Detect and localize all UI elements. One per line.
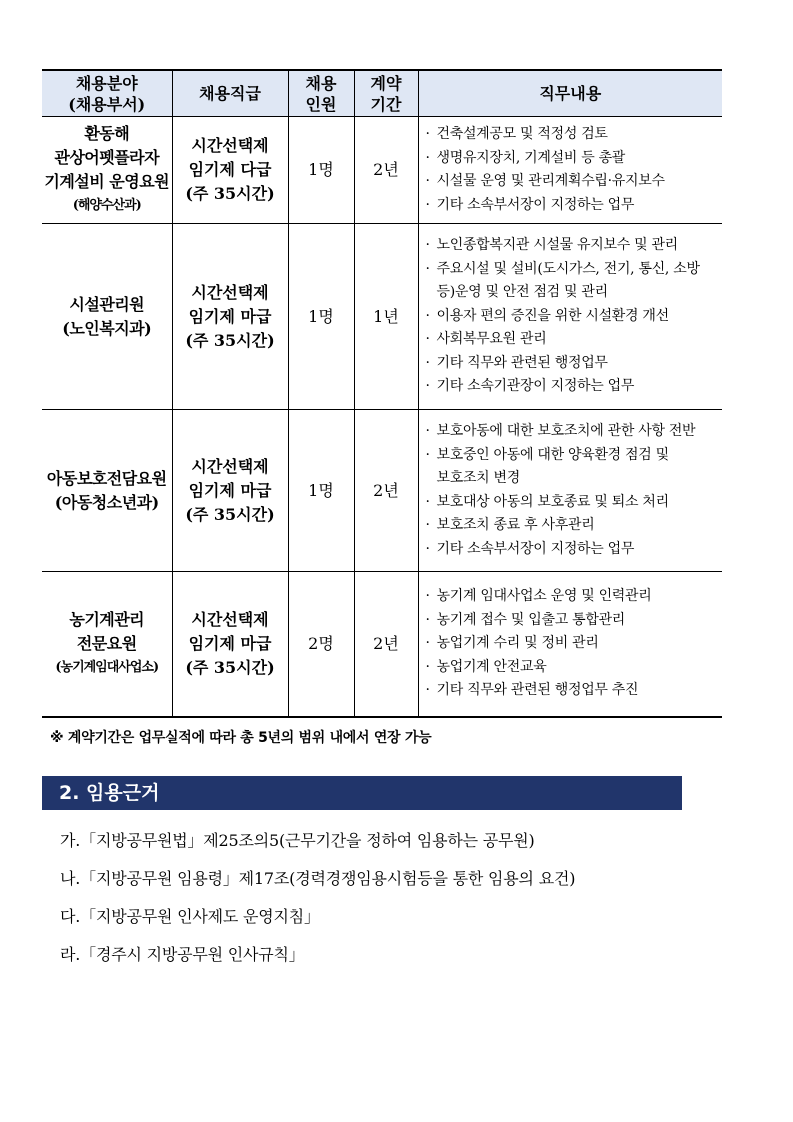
duties-cell xyxy=(418,572,722,717)
duties-cell xyxy=(418,410,722,572)
field-line: 기계설비 운영요원 xyxy=(44,172,170,191)
table-row xyxy=(42,117,722,224)
header-period-line2: 기간 xyxy=(370,94,402,114)
grade-line: (주 35시간) xyxy=(185,504,275,524)
grade-line: 시간선택제 xyxy=(191,456,269,476)
grade-line: 임기제 마급 xyxy=(188,633,272,653)
duty-item: · 기타 소속기관장이 지정하는 업무 xyxy=(425,375,719,399)
field-cell xyxy=(42,572,172,717)
header-grade: 채용직급 xyxy=(172,70,288,117)
duty-item: · 기타 소속부서장이 지정하는 업무 xyxy=(425,194,719,218)
grade-line: (주 35시간) xyxy=(185,330,275,350)
table-header-row xyxy=(42,70,722,117)
field-line: 농기계관리 xyxy=(69,609,145,629)
table-row xyxy=(42,410,722,572)
field-line: (해양수산과) xyxy=(72,198,141,213)
duties-cell xyxy=(418,224,722,410)
section-title: 2. 임용근거 xyxy=(42,776,682,810)
field-line: 전문요원 xyxy=(76,633,137,653)
grade-line: (주 35시간) xyxy=(185,184,275,203)
legal-basis-item: 라.「경주시 지방공무원 인사규칙」 xyxy=(60,945,305,964)
duty-item: · 이용자 편의 증진을 위한 시설환경 개선 xyxy=(425,305,719,329)
duty-item: · 보호아동에 대한 보호조치에 관한 사항 전반 xyxy=(425,420,719,444)
duty-item: · 생명유지장치, 기계설비 등 총괄 xyxy=(425,147,719,171)
period-cell: 2년 xyxy=(354,117,418,224)
duties-list xyxy=(425,234,719,399)
headcount-cell: 2명 xyxy=(288,572,354,717)
headcount-cell: 1명 xyxy=(288,224,354,410)
field-line: 시설관리원 xyxy=(69,294,145,314)
header-field-line1: 채용분야 xyxy=(75,73,138,93)
duty-item: · 농기계 임대사업소 운영 및 인력관리 xyxy=(425,585,719,609)
table-row xyxy=(42,224,722,410)
duty-item: · 보호대상 아동의 보호종료 및 퇴소 처리 xyxy=(425,491,719,515)
legal-basis-item: 가.「지방공무원법」제25조의5(근무기간을 정하여 임용하는 공무원) xyxy=(60,831,535,850)
recruitment-table xyxy=(42,69,722,718)
duty-item: · 농업기계 안전교육 xyxy=(425,656,719,680)
grade-cell xyxy=(172,572,288,717)
field-cell xyxy=(42,117,172,224)
header-field xyxy=(42,70,172,117)
period-cell: 1년 xyxy=(354,224,418,410)
header-headcount-line1: 채용 xyxy=(305,73,337,93)
duties-list xyxy=(425,420,719,561)
duty-item: · 농업기계 수리 및 정비 관리 xyxy=(425,632,719,656)
field-line: (농기계임대사업소) xyxy=(55,659,159,675)
header-duties: 직무내용 xyxy=(418,70,722,117)
table-row xyxy=(42,572,722,717)
contract-extension-note: ※ 계약기간은 업무실적에 따라 총 5년의 범위 내에서 연장 가능 xyxy=(50,730,432,746)
legal-basis-item: 다.「지방공무원 인사제도 운영지침」 xyxy=(60,907,320,926)
field-cell xyxy=(42,224,172,410)
header-period xyxy=(354,70,418,117)
field-cell xyxy=(42,410,172,572)
duty-item: · 건축설계공모 및 적정성 검토 xyxy=(425,123,719,147)
grade-line: 시간선택제 xyxy=(191,136,269,155)
field-line: 관상어펫플라자 xyxy=(54,148,160,167)
grade-cell xyxy=(172,224,288,410)
grade-line: 임기제 마급 xyxy=(188,480,272,500)
header-period-line1: 계약 xyxy=(370,73,402,93)
duty-item: · 농기계 접수 및 입출고 통합관리 xyxy=(425,609,719,633)
duty-item: · 노인종합복지관 시설물 유지보수 및 관리 xyxy=(425,234,719,258)
duty-item: · 기타 직무와 관련된 행정업무 xyxy=(425,352,719,376)
period-cell: 2년 xyxy=(354,572,418,717)
period-cell: 2년 xyxy=(354,410,418,572)
grade-line: 임기제 마급 xyxy=(188,306,272,326)
header-headcount xyxy=(288,70,354,117)
duty-item: · 기타 직무와 관련된 행정업무 추진 xyxy=(425,679,719,703)
headcount-cell: 1명 xyxy=(288,117,354,224)
field-line: 환동해 xyxy=(84,124,130,143)
duty-item: · 보호조치 종료 후 사후관리 xyxy=(425,514,719,538)
field-line: 아동보호전담요원 xyxy=(46,468,167,488)
header-field-line2: (채용부서) xyxy=(68,94,146,114)
duties-list xyxy=(425,585,719,703)
duties-cell xyxy=(418,117,722,224)
duty-item: · 보호중인 아동에 대한 양육환경 점검 및 보호조치 변경 xyxy=(425,444,719,491)
legal-basis-item: 나.「지방공무원 임용령」제17조(경력경쟁임용시험등을 통한 임용의 요건) xyxy=(60,869,576,888)
duties-list xyxy=(425,123,719,217)
grade-cell xyxy=(172,117,288,224)
header-headcount-line2: 인원 xyxy=(305,94,337,114)
field-line: (아동청소년과) xyxy=(54,492,159,512)
duty-item: · 사회복무요원 관리 xyxy=(425,328,719,352)
headcount-cell: 1명 xyxy=(288,410,354,572)
grade-cell xyxy=(172,410,288,572)
duty-item: · 주요시설 및 설비(도시가스, 전기, 통신, 소방 등)운영 및 안전 점검 및 관리 xyxy=(425,258,719,305)
duty-item: · 시설물 운영 및 관리계획수립·유지보수 xyxy=(425,170,719,194)
duty-item: · 기타 소속부서장이 지정하는 업무 xyxy=(425,538,719,562)
grade-line: 임기제 다급 xyxy=(188,160,272,179)
grade-line: 시간선택제 xyxy=(191,282,269,302)
grade-line: 시간선택제 xyxy=(191,609,269,629)
field-line: (노인복지과) xyxy=(62,318,152,338)
grade-line: (주 35시간) xyxy=(185,657,275,677)
